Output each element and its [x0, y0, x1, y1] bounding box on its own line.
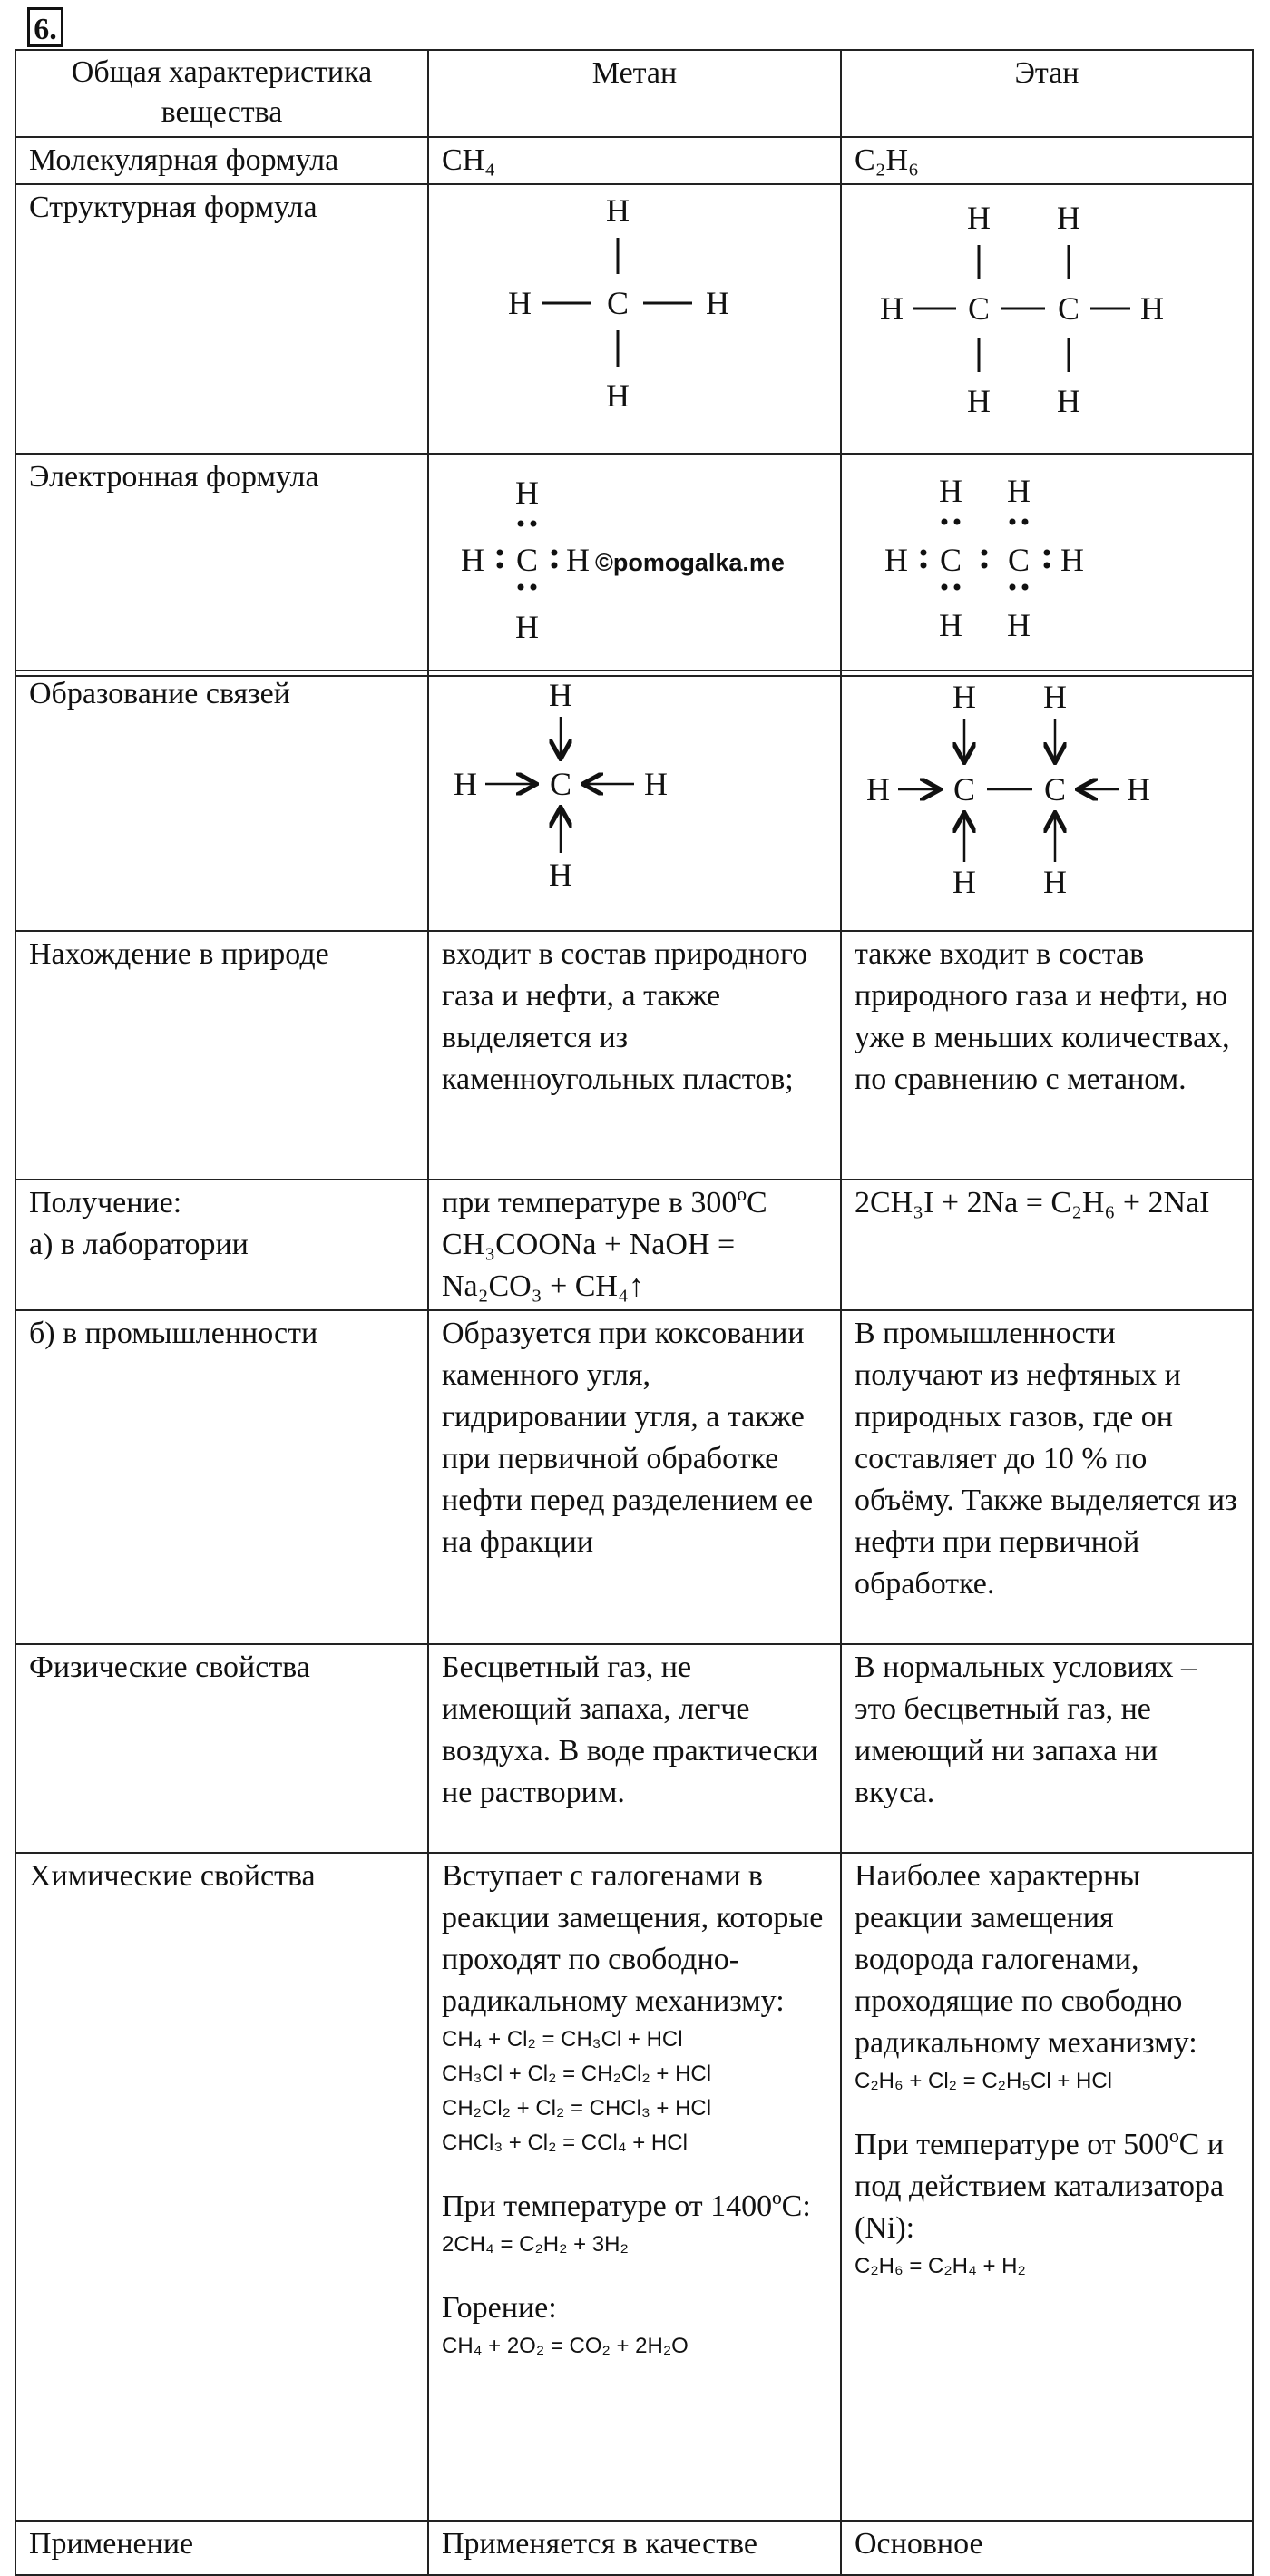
methane-lab [428, 1180, 841, 1310]
atom-c: C [939, 542, 962, 578]
ethane-structural-diagram [842, 185, 1250, 441]
methane-electronic-formula [428, 454, 841, 676]
atom-h: H [1007, 473, 1031, 509]
atom-h: H [884, 542, 908, 578]
lab-label-line1: Получение: [29, 1186, 182, 1219]
atom-h-left: H [454, 766, 477, 802]
table-row [15, 184, 1253, 454]
atom-h-left: H [508, 285, 532, 321]
ethane-molecular-formula: C₂H₆ [841, 137, 1253, 184]
methane-usage: Применяется в качестве [428, 2521, 841, 2575]
atom-h: H [866, 771, 890, 808]
ethane-chemical-intro: Наиболее характерны реакции замещения водорода галогенами, проходящие по свободно радикальному механизму: [855, 1859, 1197, 2060]
ethane-nature: также входит в состав природного газа и нефти, но уже в меньших количествах, по сравнению с метаном. [841, 931, 1253, 1180]
row-label-usage: Применение [15, 2521, 428, 2575]
ethane-electronic-formula [841, 454, 1253, 676]
ethane-temp-reaction: C₂H₆ = C₂H₄ + H₂ [855, 2254, 1026, 2278]
characteristics-table-top [15, 49, 1254, 677]
bond-lines [913, 245, 1130, 372]
atom-h-right: H [644, 766, 668, 802]
atom-h-right: H [566, 542, 590, 578]
ethane-bond-formation [841, 671, 1253, 931]
methane-structural-formula [428, 184, 841, 454]
methane-reaction: CH₄ + Cl₂ = CH₃Cl + HCl [442, 2027, 683, 2052]
table-row [15, 671, 1253, 931]
atom-h-bottom: H [549, 857, 572, 893]
atom-h: H [1043, 864, 1067, 900]
atom-c: C [606, 285, 630, 321]
task-number: 6. [27, 7, 64, 47]
methane-structural-diagram [429, 185, 838, 441]
ethane-chemical [841, 1853, 1253, 2521]
atom-h: H [1060, 542, 1084, 578]
atom-h: H [939, 607, 962, 643]
methane-chemical [428, 1853, 841, 2521]
ethane-reaction: C₂H₆ + Cl₂ = C₂H₅Cl + HCl [855, 2069, 1113, 2093]
header-methane: Метан [428, 50, 841, 137]
table-row [15, 454, 1253, 676]
lab-label-line2: а) в лаборатории [29, 1228, 249, 1261]
atom-h: H [939, 473, 962, 509]
row-label-industry: б) в промышленности [15, 1310, 428, 1644]
header-characteristic: Общая характеристика вещества [15, 50, 428, 137]
methane-reaction: CH₂Cl₂ + Cl₂ = CHCl₃ + HCl [442, 2096, 712, 2121]
ethane-bond-diagram [842, 671, 1250, 918]
row-label-physical: Физические свойства [15, 1644, 428, 1853]
table-row [15, 137, 1253, 184]
atom-h-top: H [515, 475, 539, 511]
methane-burn-reaction: CH₄ + 2O₂ = CO₂ + 2H₂O [442, 2334, 689, 2358]
atom-h-top: H [549, 677, 572, 713]
atom-h: H [1057, 383, 1080, 419]
table-row [15, 2521, 1253, 2575]
methane-nature: входит в состав природного газа и нефти, а также выделяется из каменноугольных пластов; [428, 931, 841, 1180]
row-label-nature: Нахождение в природе [15, 931, 428, 1180]
methane-bond-formation [428, 671, 841, 931]
methane-industry: Образуется при коксовании каменного угля, гидрировании угля, а также при первичной обработке нефти перед разделением ее на фракции [428, 1310, 841, 1644]
ethane-structural-formula [841, 184, 1253, 454]
row-label-chemical: Химические свойства [15, 1853, 428, 2521]
atom-h-bottom: H [515, 609, 539, 645]
methane-temp-reaction: 2CH₄ = C₂H₂ + 3H₂ [442, 2232, 629, 2257]
table-row [15, 931, 1253, 1180]
atom-h: H [967, 383, 991, 419]
table-row [15, 1180, 1253, 1310]
atom-h: H [880, 290, 904, 327]
atom-h: H [952, 679, 976, 715]
atom-h: H [1057, 200, 1080, 236]
atom-c: C [549, 766, 572, 802]
ethane-usage: Основное [841, 2521, 1253, 2575]
methane-bond-diagram [429, 671, 838, 918]
row-label-bonds: Образование связей [15, 671, 428, 931]
row-label-molecular: Молекулярная формула [15, 137, 428, 184]
methane-physical: Бесцветный газ, не имеющий запаха, легче воздуха. В воде практически не растворим. [428, 1644, 841, 1853]
ethane-physical: В нормальных условиях – это бесцветный газ, не имеющий ни запаха ни вкуса. [841, 1644, 1253, 1853]
atom-h: H [1127, 771, 1150, 808]
atom-h-right: H [706, 285, 729, 321]
ethane-temp-condition: При температуре от 500ºC и под действием катализатора (Ni): [855, 2128, 1225, 2245]
methane-reaction: CH₃Cl + Cl₂ = CH₂Cl₂ + HCl [442, 2062, 712, 2086]
atom-c: C [1057, 290, 1080, 327]
methane-burn-label: Горение: [442, 2291, 557, 2325]
methane-lab-condition: при температуре в 300ºC [442, 1186, 767, 1219]
characteristics-table-bottom [15, 670, 1254, 2576]
methane-molecular-formula: CH₄ [428, 137, 841, 184]
atom-h-top: H [606, 192, 630, 229]
table-row [15, 1310, 1253, 1644]
atom-h: H [1007, 607, 1031, 643]
methane-electron-diagram [429, 455, 838, 663]
ethane-lab: 2CH₃I + 2Na = C₂H₆ + 2NaI [841, 1180, 1253, 1310]
atom-h: H [1043, 679, 1067, 715]
ethane-electron-diagram [842, 455, 1250, 663]
watermark: ©pomogalka.me [595, 549, 785, 576]
row-label-structural: Структурная формула [15, 184, 428, 454]
atom-h-bottom: H [606, 377, 630, 414]
methane-lab-equation-1: CH₃COONa + NaOH = [442, 1228, 736, 1261]
atom-c: C [1007, 542, 1031, 578]
atom-c: C [1043, 771, 1067, 808]
ethane-industry: В промышленности получают из нефтяных и природных газов, где он составляет до 10 % по объёму. Также выделяется из нефти при первичной обработке. [841, 1310, 1253, 1644]
table-row [15, 1644, 1253, 1853]
methane-chemical-intro: Вступает с галогенами в реакции замещения, которые проходят по свободно-радикальному механизму: [442, 1859, 824, 2018]
atom-c: C [967, 290, 991, 327]
row-label-electronic: Электронная формула [15, 454, 428, 676]
methane-lab-equation-2: Na₂CO₃ + CH₄↑ [442, 1269, 644, 1303]
methane-reaction: CHCl₃ + Cl₂ = CCl₄ + HCl [442, 2130, 688, 2155]
methane-temp-condition: При температуре от 1400ºC: [442, 2189, 811, 2223]
atom-h: H [952, 864, 976, 900]
atom-h: H [967, 200, 991, 236]
atom-c: C [515, 542, 539, 578]
atom-c: C [952, 771, 976, 808]
table-header-row [15, 50, 1253, 137]
table-row [15, 1853, 1253, 2521]
header-ethane: Этан [841, 50, 1253, 137]
atom-h-left: H [461, 542, 484, 578]
row-label-lab [15, 1180, 428, 1310]
atom-h: H [1140, 290, 1164, 327]
